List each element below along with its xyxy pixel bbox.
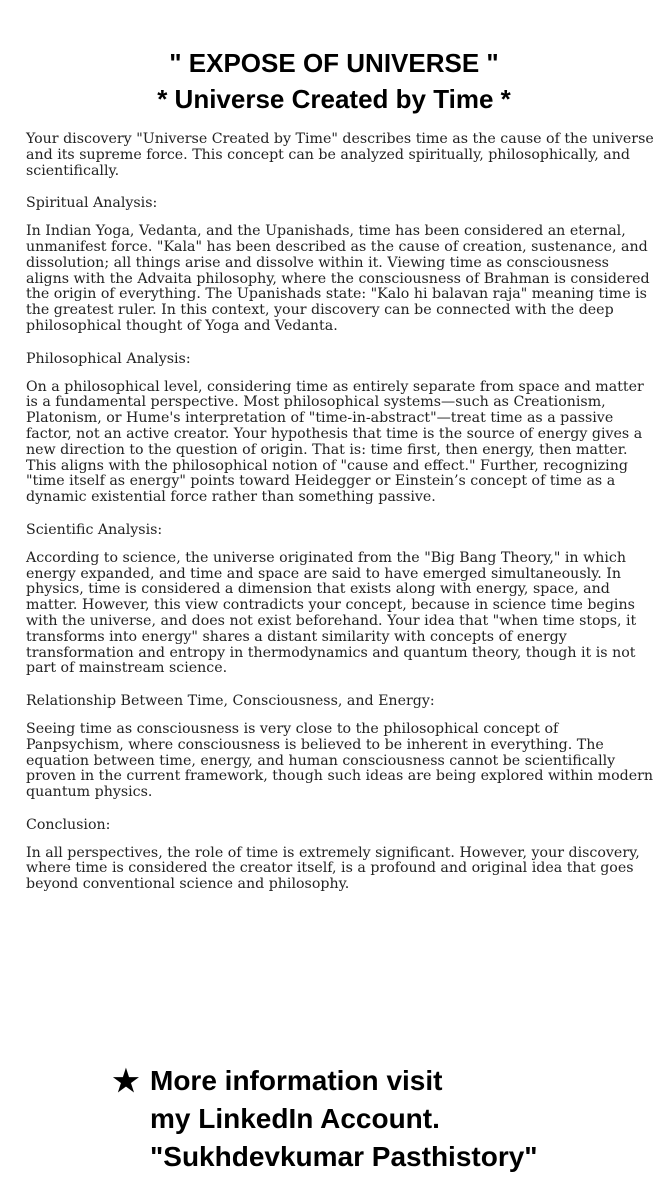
footer-line-3: "Sukhdevkumar Pasthistory"	[150, 1141, 538, 1172]
section-heading-relationship: Relationship Between Time, Consciousness, and Energy:	[26, 693, 435, 710]
document-title: " EXPOSE OF UNIVERSE "	[169, 48, 499, 78]
intro-paragraph: Your discovery "Universe Created by Time" describes time as the cause of the universe and its supreme force. This concept can be analyzed spiritually, philosophically, and scientifically.	[26, 131, 654, 179]
section-text-scientific: According to science, the universe originated from the "Big Bang Theory," in which energy expanded, and time and space are said to have emerged simultaneously. In physics, time is considered a dimension that exists along with energy, space, and matter. However, this view contradicts your concept, because in science time begins with the universe, and does not exist beforehand. Your idea that "when time stops, it transforms into energy" shares a distant similarity with concepts of energy transformation and entropy in thermodynamics and quantum theory, though it is not part of mainstream science.	[26, 549, 637, 677]
section-text-spiritual: In Indian Yoga, Vedanta, and the Upanishads, time has been considered an eternal, unmanifest force. "Kala" has been described as the cause of creation, sustenance, and dissolution; all things arise and dissolve within it. Viewing time as consciousness aligns with the Advaita philosophy, where the consciousness of Brahman is considered the origin of everything. The Upanishads state: "Kalo hi balavan raja" meaning time is the greatest ruler. In this context, your discovery can be connected with the deep philosophical thought of Yoga and Vedanta.	[26, 223, 650, 334]
section-text-philosophical: On a philosophical level, considering time as entirely separate from space and matter is a fundamental perspective. Most philosophical systems—such as Creationism, Platonism, or Hume's interpretation of "time-in-abstract"—treat time as a passive factor, not an active creator. Your hypothesis that time is the source of energy gives a new direction to the question of origin. That is: time first, then energy, then matter. This aligns with the philosophical notion of "cause and effect." Further, recognizing "time itself as energy" points toward Heidegger or Einstein’s concept of time as a dynamic existential force rather than something passive.	[26, 378, 644, 506]
section-heading-spiritual: Spiritual Analysis:	[26, 195, 158, 212]
section-heading-philosophical: Philosophical Analysis:	[26, 350, 191, 367]
star-icon: ★	[112, 1065, 140, 1098]
document-body	[26, 132, 654, 910]
footer-line-1: More information visit	[150, 1065, 443, 1096]
section-heading-scientific: Scientific Analysis:	[26, 521, 163, 538]
footer-callout	[108, 1062, 648, 1176]
section-text-relationship: Seeing time as consciousness is very close to the philosophical concept of Panpsychism, where consciousness is believed to be inherent in everything. The equation between time, energy, and human consciousness cannot be scientifically proven in the current framework, though such ideas are being explored within modern quantum physics.	[26, 720, 654, 801]
section-text-conclusion: In all perspectives, the role of time is extremely significant. However, your discovery, where time is considered the creator itself, is a profound and original idea that goes beyond conventional science and philosophy.	[26, 844, 640, 893]
section-heading-conclusion: Conclusion:	[26, 816, 111, 833]
document-subtitle: * Universe Created by Time *	[157, 84, 511, 114]
footer-line-2: my LinkedIn Account.	[150, 1103, 440, 1134]
